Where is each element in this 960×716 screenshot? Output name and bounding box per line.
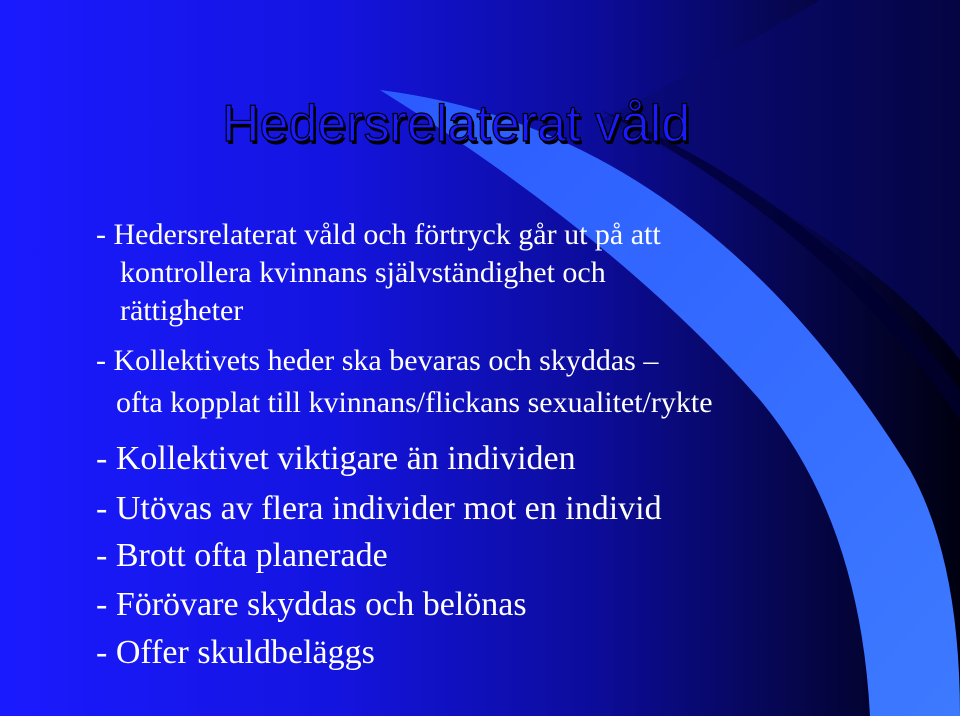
paragraph-definition-line-3: rättigheter: [120, 294, 244, 327]
bullet-crimes-planned: - Brott ofta planerade: [96, 537, 388, 574]
paragraph-collective-honor-line-1: - Kollektivets heder ska bevaras och skyddas –: [96, 344, 659, 377]
bullet-victim-blamed: - Offer skuldbeläggs: [96, 634, 375, 671]
paragraph-definition-line-1: - Hedersrelaterat våld och förtryck går ut på att: [96, 218, 661, 251]
bullet-multiple-perpetrators: - Utövas av flera individer mot en individ: [96, 490, 662, 527]
bullet-perpetrators-protected: - Förövare skyddas och belönas: [96, 586, 527, 623]
paragraph-definition: [96, 216, 661, 330]
slide-title: Hedersrelaterat våld: [222, 95, 691, 153]
paragraph-collective-honor-line-2: ofta kopplat till kvinnans/flickans sexualitet/rykte: [116, 386, 713, 419]
paragraph-definition-line-2: kontrollera kvinnans självständighet och: [120, 256, 606, 289]
paragraph-collective-honor: [96, 340, 713, 424]
bullet-collective-over-individual: - Kollektivet viktigare än individen: [96, 440, 576, 477]
